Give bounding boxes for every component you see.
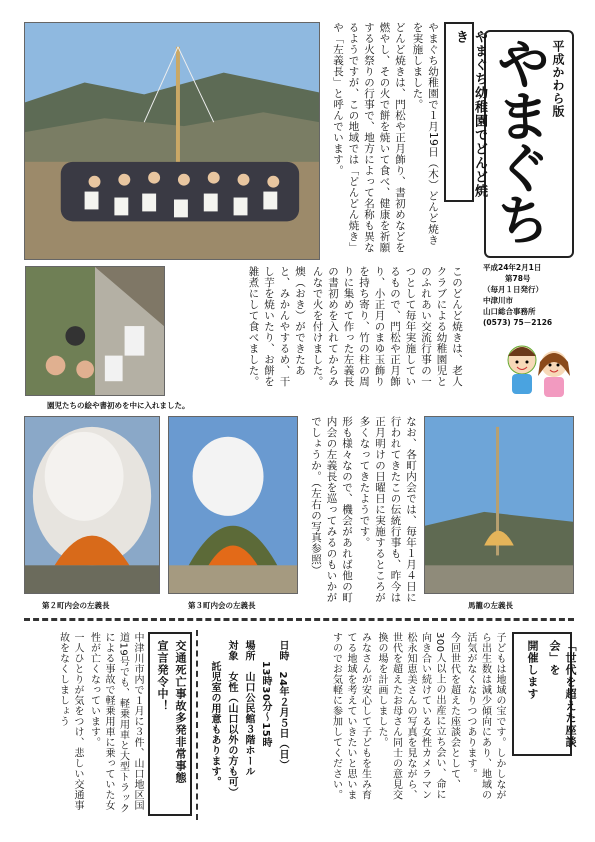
children-illustration: [498, 336, 578, 406]
headline-forum-line2: 開催します: [526, 640, 539, 700]
paragraph: 今回世代を超えた座談会として、300人以上の出産に立ち会い、命に向き合い続けている女性カメラマン松永知恵美さんの写真を見ながら、世代を超えたお母さん同士の意見交換の場を計画しました。: [376, 632, 460, 800]
photo-caption-children: 園児たちの絵や書初めを中に入れました。: [47, 401, 190, 410]
paragraph: どんど焼きは、門松や正月飾り、書初めなどを燃やし、その火で餅を焼いて食べ、健康を祈願する火祭りの行事で、地方によって名称も異なるようですが、この地域では「どんどん焼き」や「左義長」と呼んでいます。: [332, 22, 406, 253]
paragraph: 中津川市内で１月に３件、山口地区国道19号でも、軽乗用車と大型トラックによる事故で軽乗用車に乗っていた女性が亡くなっています。: [88, 632, 143, 814]
children-photo: [25, 266, 165, 396]
schedule-note: 託児室の用意もあります。: [209, 661, 220, 787]
schedule-target: 女性（山口以外の方も可）: [226, 671, 237, 798]
paragraph: 一人ひとりが気をつけ、悲しい交通事故をなくしましょう: [57, 632, 83, 811]
schedule-date: 24年２月５日（日）: [277, 671, 288, 771]
headline-traffic-line1: 交通死亡事故多発非常事態: [174, 640, 187, 784]
bonfire-photo-magome: [424, 416, 574, 594]
photo-caption-2nd-district: 第２町内会の左義長: [42, 601, 110, 610]
issue-date: 平成24年2月1日: [483, 263, 542, 272]
headline-forum-line1: 「世代を超えた座談会」を: [548, 640, 577, 748]
headline-box-kindergarten: [444, 22, 487, 202]
issue-phone: (0573) 75－2126: [483, 318, 553, 327]
newsletter-title: やまぐち: [488, 36, 551, 244]
issue-frequency: （毎月１日発行）: [483, 285, 543, 294]
paragraph: このどんど焼きは、老人クラブによる幼稚園児とのふれあい交流行事の一つとして毎年実施しているもので、門松や正月飾り、小正月のまゆ玉飾りを持ち寄り、竹の柱の周りに集めて作った左義長の書初めを入れてからみんなで火を付けました。: [311, 266, 463, 387]
schedule-date-label: 日時: [277, 640, 288, 661]
forum-schedule: [210, 640, 290, 810]
photo-caption-magome: 馬籠の左義長: [468, 601, 513, 610]
photo-caption-3rd-district: 第３町内会の左義長: [188, 601, 256, 610]
paragraph: 燠（おき）ができたあと、みかんやするめ、干し芋を焼いたり、お餅を雑煮にして食べました。: [247, 266, 306, 387]
headline-kindergarten: やまぐち幼稚園でどんど焼き: [453, 30, 487, 198]
kindergarten-group-photo: [24, 22, 320, 260]
vertical-divider: [196, 630, 198, 820]
issue-office: 山口総合事務所: [483, 307, 536, 316]
headline-box-forum: [512, 632, 577, 756]
paragraph: やまぐち幼稚園で１月19日（木）どんど焼きを実施しました。: [411, 22, 439, 246]
paragraph: 子どもは地域の宝です。しかしながら出生数は減少傾向にあり、地域の活気がなくなりつつあります。: [465, 632, 505, 800]
bonfire-photo-2nd-district: [24, 416, 160, 594]
article-kindergarten-text-right: [322, 22, 440, 254]
issue-publisher: 中津川市: [483, 296, 513, 305]
masthead: [484, 30, 574, 258]
issue-info: [483, 262, 578, 328]
schedule-place-label: 場所: [243, 640, 254, 661]
article-kindergarten-text-left: [172, 266, 464, 396]
paragraph: なお、各町内会では、毎年１月４日に行われてきたこの伝統行事も、昨今は正月明けの日曜日に実施するところが多くなってきたようです。: [358, 416, 417, 603]
headline-box-traffic: [148, 632, 192, 816]
paragraph: みなさんが安心して子どもを生み育てる地域を考えていきたいと思いますのでお気軽に参加してください。: [330, 632, 371, 800]
issue-number: 第78号: [505, 274, 531, 283]
schedule-target-label: 対象: [226, 640, 237, 661]
schedule-place: 山口公民館３階ホール: [243, 671, 254, 777]
bonfire-photo-3rd-district: [168, 416, 298, 594]
schedule-time: 13時30分～15時: [260, 661, 271, 748]
section-divider: [24, 618, 574, 621]
paragraph: 形も様々なので、機会があれば他の町内会の左義長を巡ってみるのもいかがでしょうか。（左右の写真参照）: [310, 416, 353, 603]
series-title: 平成かわら版: [551, 40, 565, 118]
headline-traffic-line2: 宣言発令中！: [156, 640, 169, 712]
article-district-text: [306, 416, 418, 604]
article-forum-text: [292, 632, 506, 808]
article-traffic-text: [24, 632, 144, 816]
